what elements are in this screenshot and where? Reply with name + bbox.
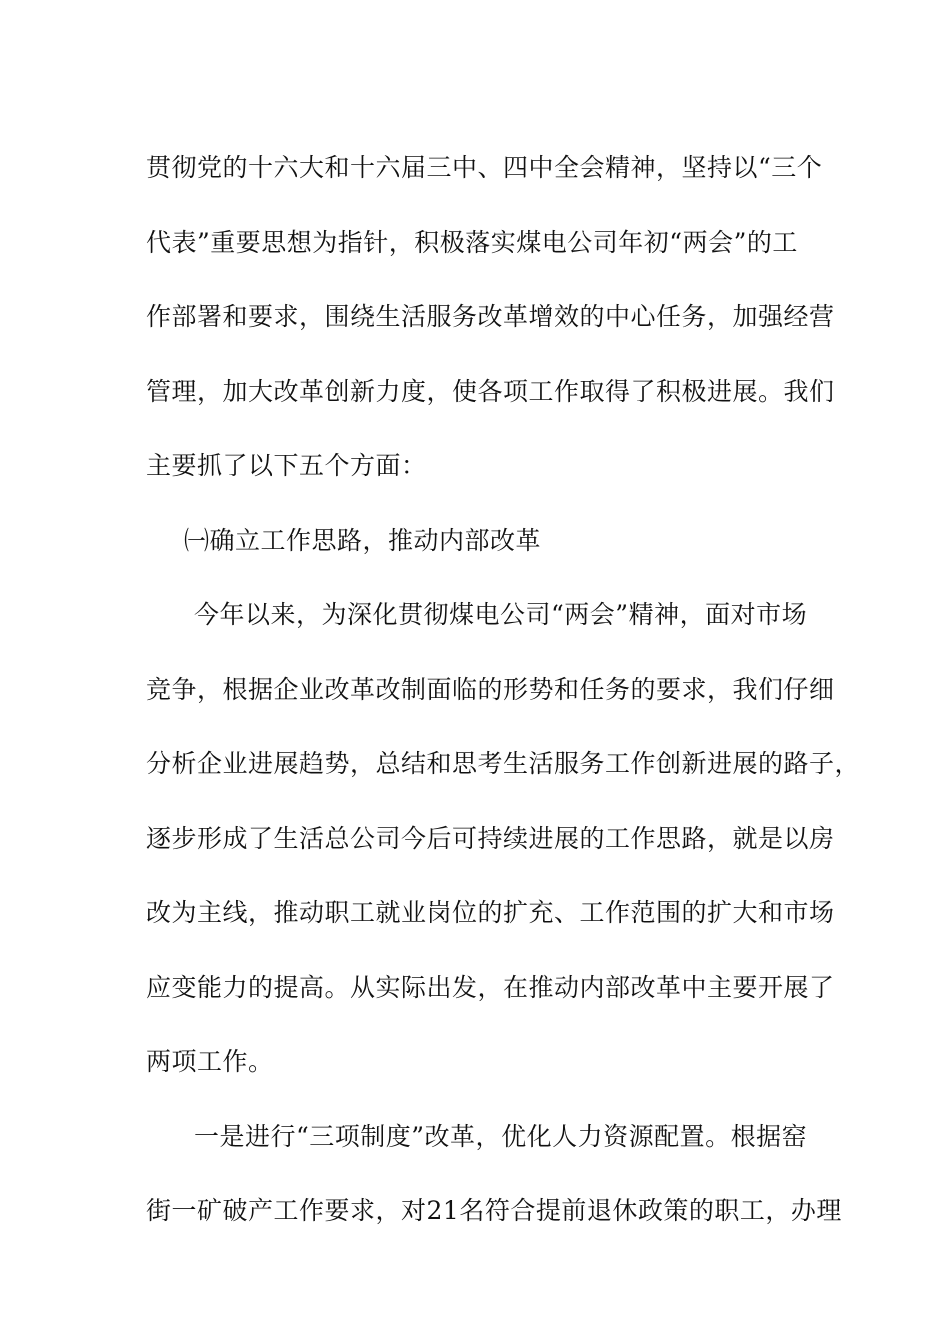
document-body	[146, 131, 861, 1249]
text-line: 应变能力的提高。从实际出发，在推动内部改革中主要开展了	[146, 972, 835, 1002]
text-line: 分析企业进展趋势，总结和思考生活服务工作创新进展的路子，	[146, 749, 861, 778]
text-line: 街一矿破产工作要求，对21名符合提前退休政策的职工，办理	[146, 1196, 842, 1225]
text-line: 代表”重要思想为指针，积极落实煤电公司年初“两会”的工	[146, 227, 798, 257]
text-line: 逐步形成了生活总公司今后可持续进展的工作思路，就是以房	[146, 823, 835, 853]
text-line: 贯彻党的十六大和十六届三中、四中全会精神，坚持以“三个	[146, 153, 823, 182]
text-line: 主要抓了以下五个方面：	[146, 451, 427, 480]
text-line: 竞争，根据企业改革改制面临的形势和任务的要求，我们仔细	[146, 674, 835, 704]
text-line: 改为主线，推动职工就业岗位的扩充、工作范围的扩大和市场	[146, 898, 835, 927]
paragraph-start-line: 一是进行“三项制度”改革，优化人力资源配置。根据窑	[194, 1121, 808, 1151]
section-heading: ㈠确立工作思路，推动内部改革	[184, 525, 542, 555]
text-line: 两项工作。	[146, 1047, 274, 1076]
text-line: 作部署和要求，围绕生活服务改革增效的中心任务，加强经营	[146, 302, 835, 331]
text-line: 管理，加大改革创新力度，使各项工作取得了积极进展。我们	[146, 376, 835, 406]
paragraph-start-line: 今年以来，为深化贯彻煤电公司“两会”精神，面对市场	[194, 600, 808, 629]
